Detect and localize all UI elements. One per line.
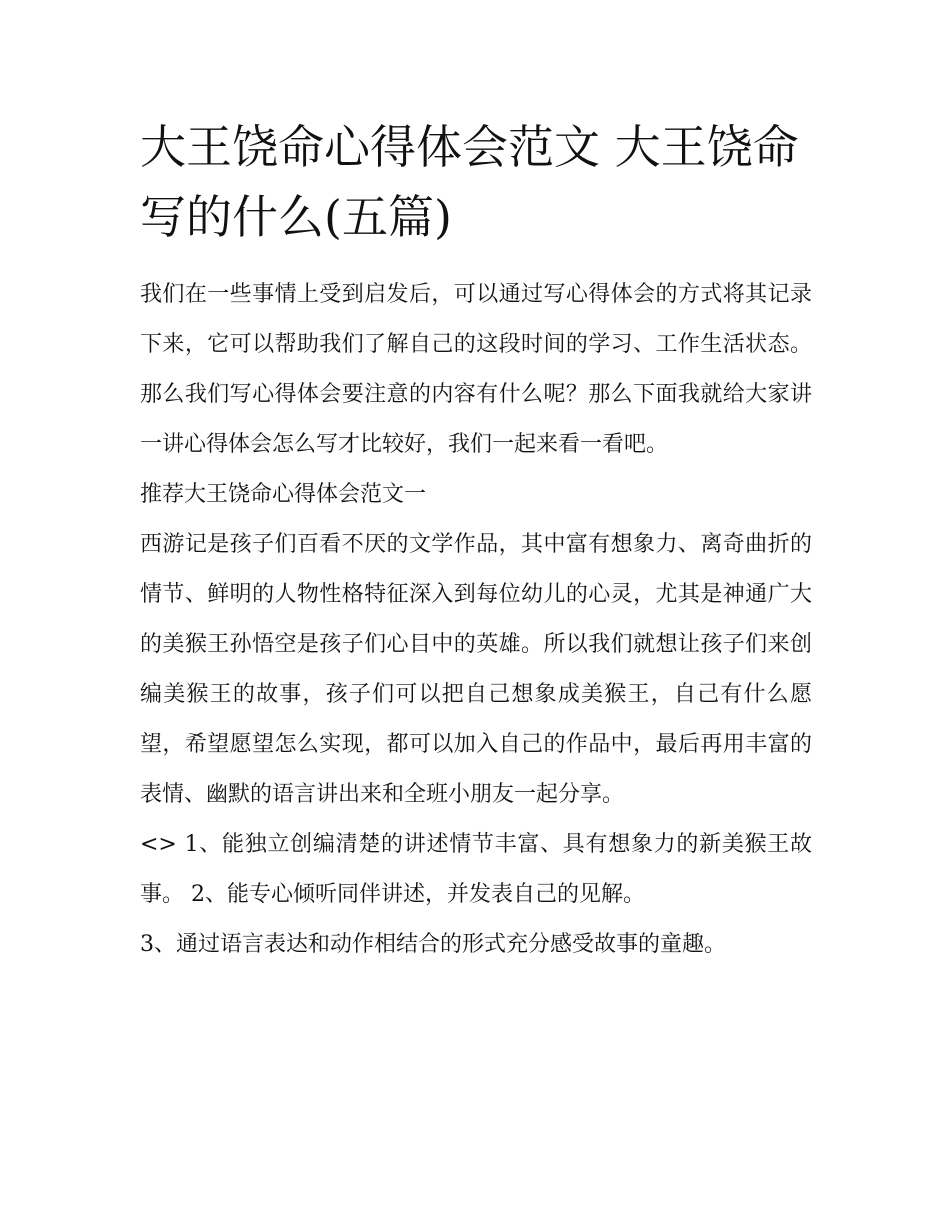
goals-paragraph: <> 1、能独立创编清楚的讲述情节丰富、具有想象力的新美猴王故事。 2、能专心倾听同伴讲述，并发表自己的见解。 — [140, 832, 812, 907]
intro-paragraph: 我们在一些事情上受到启发后，可以通过写心得体会的方式将其记录下来，它可以帮助我们了解自己的这段时间的学习、工作生活状态。那么我们写心得体会要注意的内容有什么呢？那么下面我就给大家讲一讲心得体会怎么写才比较好，我们一起来看一看吧。 — [140, 282, 812, 457]
goal-3-paragraph: 3、通过语言表达和动作相结合的形式充分感受故事的童趣。 — [140, 932, 726, 957]
document-title: 大王饶命心得体会范文 大王饶命写的什么(五篇) — [140, 120, 799, 244]
section-heading: 推荐大王饶命心得体会范文一 — [140, 482, 427, 507]
document-content — [140, 112, 812, 970]
body-paragraph: 西游记是孩子们百看不厌的文学作品，其中富有想象力、离奇曲折的情节、鲜明的人物性格特征深入到每位幼儿的心灵，尤其是神通广大的美猴王孙悟空是孩子们心目中的英雄。所以我们就想让孩子们来创编美猴王的故事，孩子们可以把自己想象成美猴王，自己有什么愿望，希望愿望怎么实现，都可以加入自己的作品中，最后再用丰富的表情、幽默的语言讲出来和全班小朋友一起分享。 — [140, 532, 812, 807]
